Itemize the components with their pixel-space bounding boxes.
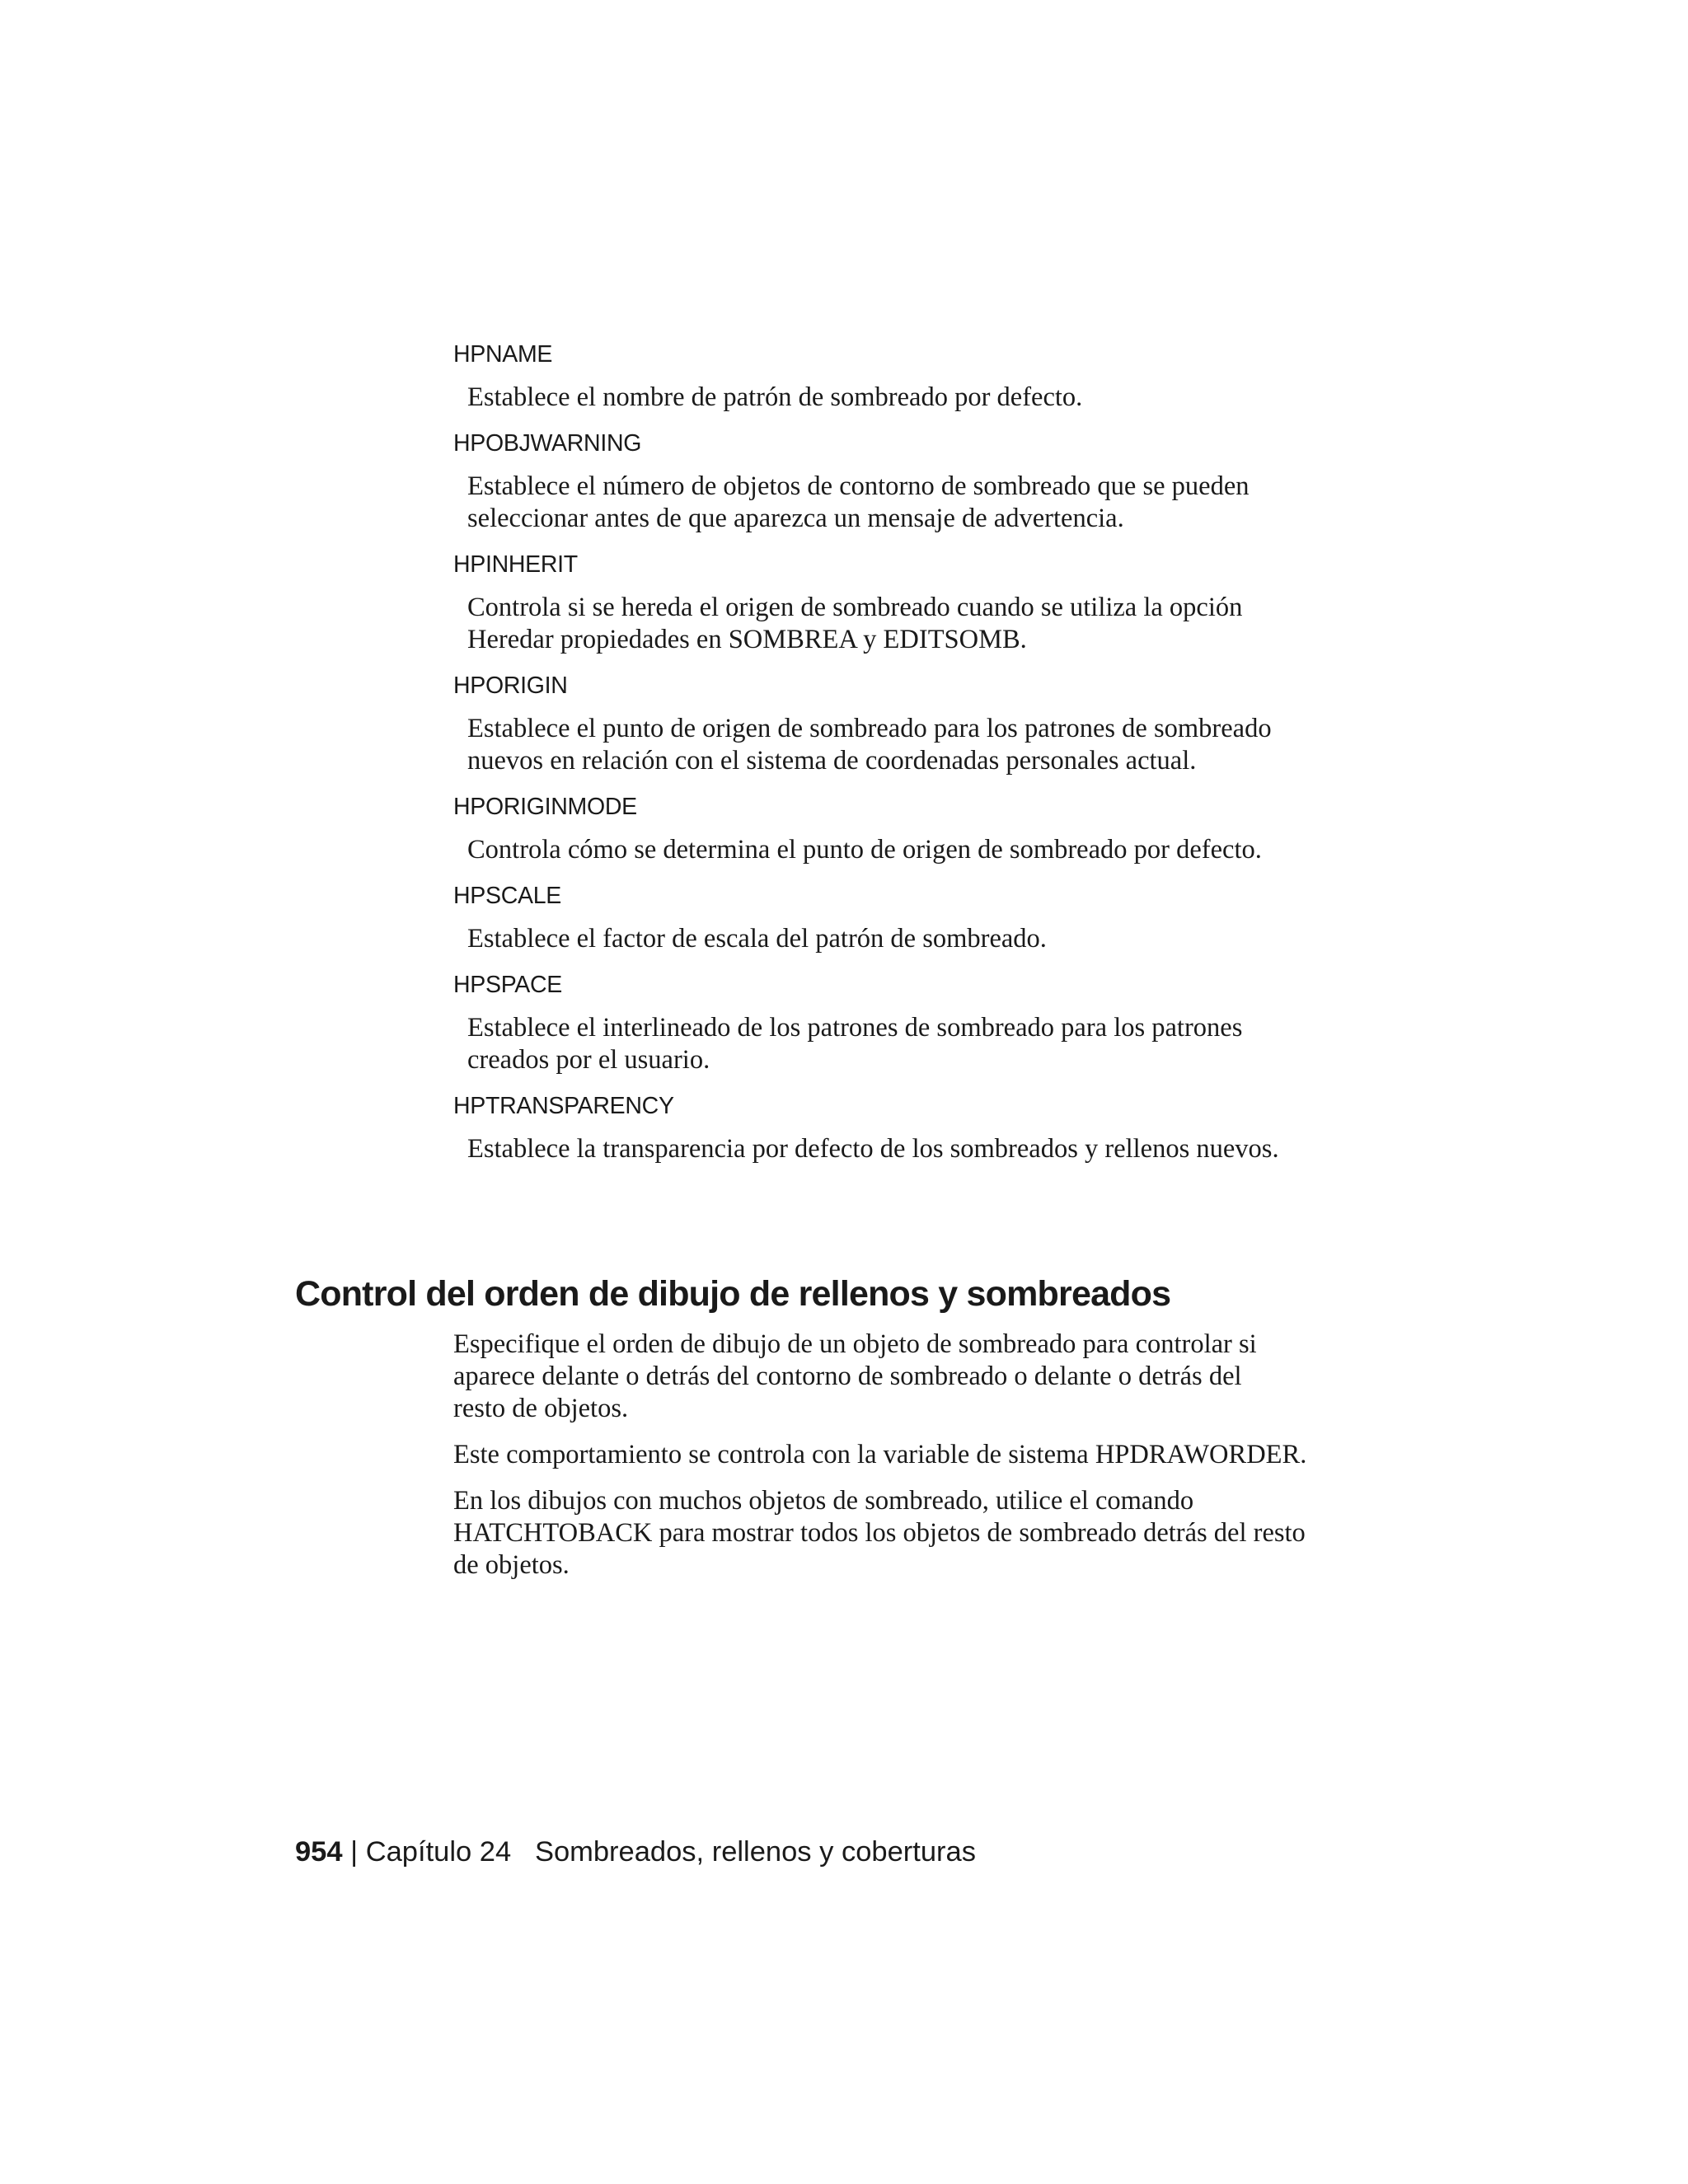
- variable-name: HPOBJWARNING: [453, 430, 642, 457]
- variable-name: HPNAME: [453, 341, 553, 368]
- list-item: [453, 548, 1376, 656]
- chapter-title: Sombreados, rellenos y coberturas: [534, 1836, 976, 1868]
- list-item: [453, 1090, 1376, 1165]
- description-line: Establece el factor de escala del patrón de sombreado.: [467, 924, 1047, 954]
- variable-name: HPINHERIT: [453, 551, 578, 578]
- paragraph-line: HATCHTOBACK para mostrar todos los objetos de sombreado detrás del resto: [453, 1518, 1306, 1548]
- variable-name: HPSPACE: [453, 972, 562, 998]
- variable-name: HPSCALE: [453, 883, 561, 909]
- footer-separator: |: [342, 1836, 366, 1868]
- variable-description: [467, 1133, 1376, 1165]
- variable-description: [467, 834, 1376, 866]
- variable-description: [467, 471, 1376, 535]
- variable-name: HPTRANSPARENCY: [453, 1093, 674, 1119]
- description-line: nuevos en relación con el sistema de coordenadas personales actual.: [467, 746, 1197, 776]
- variable-name: HPORIGIN: [453, 673, 568, 699]
- paragraph: [453, 1485, 1376, 1582]
- variable-description: [467, 592, 1376, 656]
- description-line: Controla si se hereda el origen de sombreado cuando se utiliza la opción: [467, 593, 1243, 622]
- paragraph-line: aparece delante o detrás del contorno de sombreado o delante o detrás del: [453, 1361, 1242, 1391]
- list-item: [453, 338, 1376, 414]
- list-item: [453, 669, 1376, 777]
- chapter-label: Capítulo 24: [365, 1836, 512, 1868]
- footer-gap: [511, 1836, 535, 1868]
- section-heading: Control del orden de dibujo de rellenos y sombreados: [295, 1274, 1171, 1314]
- variable-description: [467, 713, 1376, 777]
- variable-name: HPORIGINMODE: [453, 794, 637, 820]
- page-number: 954: [295, 1836, 343, 1868]
- list-item: [453, 427, 1376, 535]
- paragraph: [453, 1329, 1376, 1425]
- page-footer: [295, 1831, 976, 1872]
- description-line: Establece el punto de origen de sombreado para los patrones de sombreado: [467, 714, 1272, 743]
- paragraph-line: resto de objetos.: [453, 1394, 629, 1423]
- paragraph-line: Este comportamiento se controla con la variable de sistema HPDRAWORDER.: [453, 1440, 1307, 1469]
- paragraph-line: de objetos.: [453, 1550, 570, 1580]
- variable-description: [467, 1012, 1376, 1076]
- description-line: Establece el nombre de patrón de sombreado por defecto.: [467, 382, 1083, 412]
- section-body: [453, 1329, 1376, 1596]
- list-item: [453, 968, 1376, 1076]
- description-line: creados por el usuario.: [467, 1045, 710, 1075]
- description-line: seleccionar antes de que aparezca un mensaje de advertencia.: [467, 504, 1124, 533]
- variable-description: [467, 923, 1376, 955]
- list-item: [453, 879, 1376, 955]
- description-line: Heredar propiedades en SOMBREA y EDITSOMB.: [467, 625, 1027, 654]
- paragraph-line: Especifique el orden de dibujo de un objeto de sombreado para controlar si: [453, 1329, 1257, 1359]
- variable-description: [467, 382, 1376, 414]
- list-item: [453, 790, 1376, 866]
- description-line: Establece la transparencia por defecto de los sombreados y rellenos nuevos.: [467, 1134, 1279, 1164]
- variable-list: [453, 338, 1376, 1179]
- description-line: Controla cómo se determina el punto de origen de sombreado por defecto.: [467, 835, 1262, 865]
- description-line: Establece el número de objetos de contorno de sombreado que se pueden: [467, 471, 1250, 501]
- paragraph-line: En los dibujos con muchos objetos de sombreado, utilice el comando: [453, 1486, 1194, 1516]
- paragraph: [453, 1439, 1376, 1471]
- description-line: Establece el interlineado de los patrones de sombreado para los patrones: [467, 1013, 1243, 1043]
